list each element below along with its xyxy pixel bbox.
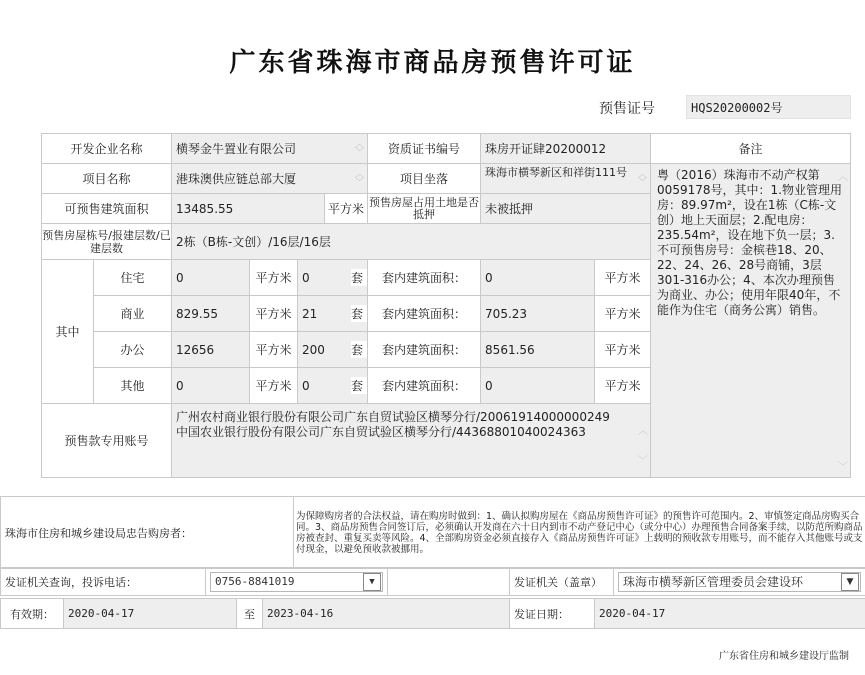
- validity-label: 有效期：: [1, 599, 64, 629]
- breakdown-label: 其中: [42, 260, 94, 404]
- issuer-label: 发证机关（盖章）: [510, 568, 614, 596]
- phone-cell: [206, 568, 388, 596]
- category-area-field[interactable]: 829.55: [172, 296, 250, 332]
- page-title: 广东省珠海市商品房预售许可证: [229, 48, 636, 78]
- scroll-icon[interactable]: ︿ ﹀: [638, 169, 648, 188]
- account-field[interactable]: [172, 404, 651, 478]
- mortgage-field[interactable]: 未被抵押: [481, 194, 651, 224]
- saleable-area-unit: 平方米: [325, 194, 368, 224]
- category-name: 其他: [94, 368, 172, 404]
- project-location-field[interactable]: [481, 164, 651, 194]
- category-name: 商业: [94, 296, 172, 332]
- inner-area-field[interactable]: 0: [481, 260, 595, 296]
- building-label: 预售房屋栋号/报建层数/已建层数: [42, 224, 172, 260]
- chevron-down-icon[interactable]: ▼: [841, 573, 859, 591]
- issuer-cell: [614, 568, 865, 596]
- account-label: 预售款专用账号: [42, 404, 172, 478]
- count-unit: 套: [351, 377, 367, 394]
- project-name-field[interactable]: [172, 164, 368, 194]
- saleable-area-label: 可预售建筑面积: [42, 194, 172, 224]
- category-count-value: 0: [302, 378, 310, 393]
- permit-table: [41, 133, 851, 478]
- presale-number-label: 预售证号: [599, 101, 655, 117]
- inner-area-label: 套内建筑面积：: [368, 368, 481, 404]
- remarks-text: 粤（2016）珠海市不动产权第0059178号，其中：1.物业管理用房：89.97m²，设在1栋（C栋-文创）地上天面层；2.配电房：235.54m²，设在地下负一层；3.不可预售房号：金槟巷18、20、22、24、26、28号商铺，3层301-316办公；4、本次办理预售为商业、办公；使用年限40年，不能作为住宅（商务公寓）销售。: [657, 168, 842, 317]
- remarks-label: 备注: [651, 134, 851, 164]
- issue-date-field[interactable]: 2020-04-17: [595, 599, 865, 629]
- project-name-label: 项目名称: [42, 164, 172, 194]
- area-unit: 平方米: [250, 368, 298, 404]
- account-line-1: 广州农村商业银行股份有限公司广东自贸试验区横琴分行/20061914000000249: [176, 410, 610, 424]
- inner-area-unit: 平方米: [595, 296, 651, 332]
- category-name: 办公: [94, 332, 172, 368]
- inner-area-field[interactable]: 0: [481, 368, 595, 404]
- count-unit: 套: [351, 269, 367, 286]
- warning-table: [0, 496, 865, 569]
- area-unit: 平方米: [250, 332, 298, 368]
- category-count-field[interactable]: [298, 260, 368, 296]
- developer-field[interactable]: [172, 134, 368, 164]
- account-line-2: 中国农业银行股份有限公司广东自贸试验区横琴分行/44368801040024363: [176, 425, 586, 439]
- contact-table: [0, 567, 865, 596]
- inner-area-label: 套内建筑面积：: [368, 332, 481, 368]
- complaint-phone-label: 发证机关查询，投诉电话：: [1, 568, 206, 596]
- qualification-label: 资质证书编号: [368, 134, 481, 164]
- to-label: 至: [237, 599, 263, 629]
- presale-number-field[interactable]: HQS20200002号: [686, 95, 851, 119]
- issuer-value: 珠海市横琴新区管理委员会建设环: [623, 575, 804, 589]
- inner-area-field[interactable]: 8561.56: [481, 332, 595, 368]
- saleable-area-field[interactable]: 13485.55: [172, 194, 325, 224]
- category-count-field[interactable]: [298, 296, 368, 332]
- phone-value: 0756-8841019: [215, 575, 295, 588]
- inner-area-field[interactable]: 705.23: [481, 296, 595, 332]
- valid-from-field[interactable]: 2020-04-17: [64, 599, 237, 629]
- building-field[interactable]: 2栋（B栋-文创）/16层/16层: [172, 224, 651, 260]
- issue-date-label: 发证日期：: [510, 599, 595, 629]
- empty-cell: [388, 568, 510, 596]
- category-count-value: 0: [302, 270, 310, 285]
- area-unit: 平方米: [250, 260, 298, 296]
- scroll-up-icon[interactable]: ︿: [638, 426, 649, 437]
- qualification-field[interactable]: 珠房开证肆20200012: [481, 134, 651, 164]
- category-area-field[interactable]: 0: [172, 368, 250, 404]
- validity-table: [0, 598, 865, 629]
- spinner-icon[interactable]: ︿ ﹀: [355, 139, 365, 158]
- developer-value: 横琴金牛置业有限公司: [176, 142, 297, 156]
- inner-area-label: 套内建筑面积：: [368, 296, 481, 332]
- footer-supervisor: 广东省住房和城乡建设厅监制: [719, 651, 849, 662]
- phone-select[interactable]: [210, 572, 383, 592]
- count-unit: 套: [351, 305, 367, 322]
- mortgage-label: 预售房屋占用土地是否抵押: [368, 194, 481, 224]
- category-count-field[interactable]: [298, 368, 368, 404]
- inner-area-label: 套内建筑面积：: [368, 260, 481, 296]
- developer-label: 开发企业名称: [42, 134, 172, 164]
- issuer-select[interactable]: [618, 572, 861, 592]
- chevron-down-icon[interactable]: ▼: [363, 573, 381, 591]
- category-count-value: 21: [302, 306, 318, 321]
- category-name: 住宅: [94, 260, 172, 296]
- area-unit: 平方米: [250, 296, 298, 332]
- scroll-down-icon[interactable]: ﹀: [838, 462, 849, 473]
- count-unit: 套: [351, 341, 367, 358]
- scroll-up-icon[interactable]: ︿: [838, 172, 849, 183]
- warning-text: 为保障购房者的合法权益，请在购房时做到：1、确认拟购房屋在《商品房预售许可证》的预售许可范围内。2、审慎签定商品房购买合同。3、商品房预售合同签订后，必须确认开发商在六十日内到市不动产登记中心（或分中心）办理预售合同备案手续，以防范所购商品房被查封、重复买卖等风险。4、全部购房资金必须直接存入《商品房预售许可证》上载明的预收款专用账号，而不能存入其他账号或支付现金，以避免预收款被挪用。: [294, 497, 865, 569]
- scroll-down-icon[interactable]: ﹀: [638, 456, 649, 467]
- inner-area-unit: 平方米: [595, 260, 651, 296]
- inner-area-unit: 平方米: [595, 332, 651, 368]
- warning-label: 珠海市住房和城乡建设局忠告购房者：: [1, 497, 294, 569]
- category-area-field[interactable]: 12656: [172, 332, 250, 368]
- project-location-value: 珠海市横琴新区和祥街111号: [485, 165, 628, 179]
- category-count-value: 200: [302, 342, 325, 357]
- inner-area-unit: 平方米: [595, 368, 651, 404]
- project-name-value: 港珠澳供应链总部大厦: [176, 172, 297, 186]
- spinner-icon[interactable]: ︿ ﹀: [355, 169, 365, 188]
- project-location-label: 项目坐落: [368, 164, 481, 194]
- remarks-field[interactable]: [651, 164, 851, 478]
- category-area-field[interactable]: 0: [172, 260, 250, 296]
- valid-to-field[interactable]: 2023-04-16: [263, 599, 510, 629]
- category-count-field[interactable]: [298, 332, 368, 368]
